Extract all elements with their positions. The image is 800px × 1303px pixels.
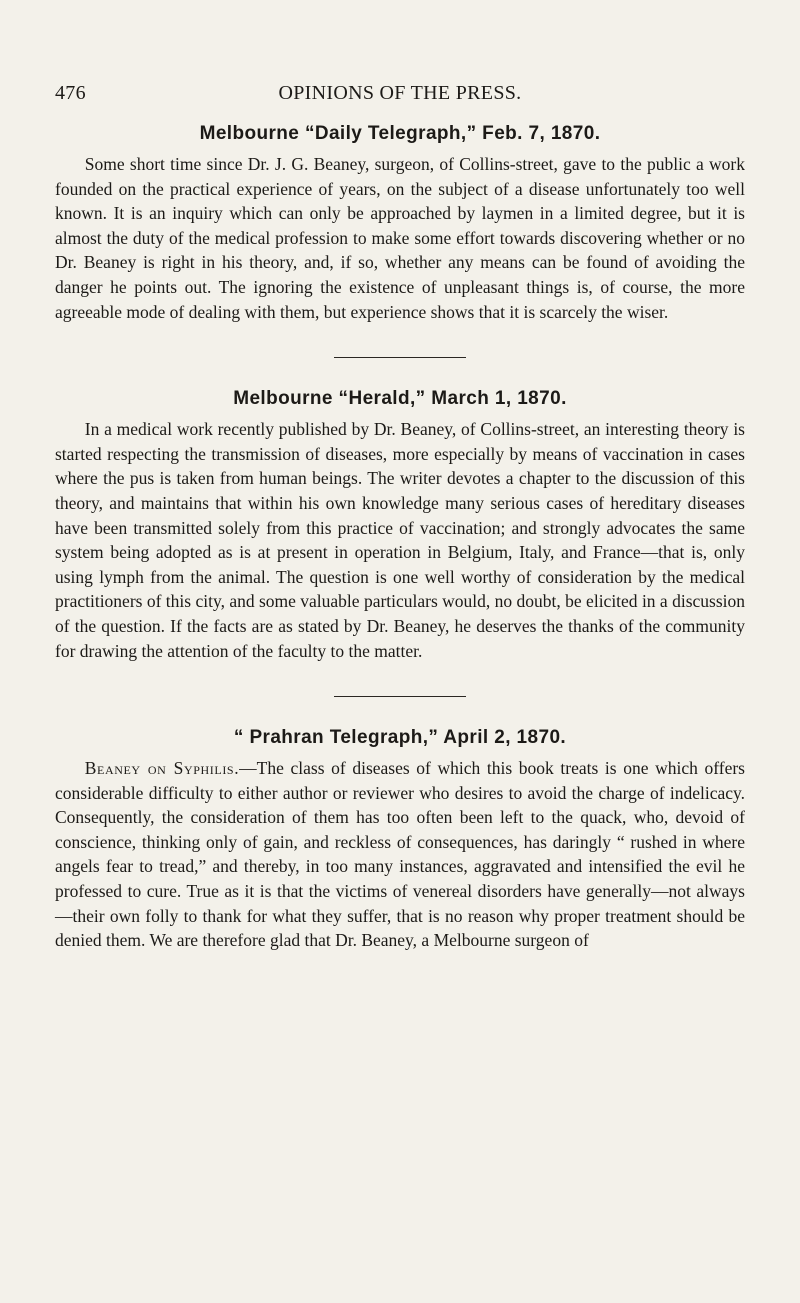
section-body: [55, 756, 745, 953]
section-body-text: —The class of diseases of which this book treats is one which offers considerable difficulty to either author or reviewer who desires to avoid the charge of indelicacy. Consequently, the consideration of them has too often been left to the quack, who, devoid of conscience, thinking only of gain, and reckless of consequences, has daringly “ rushed in where angels fear to tread,” and thereby, in too many instances, aggravated and intensified the evil he professed to cure. True as it is that the victims of venereal disorders have generally—not always—their own folly to thank for what they suffer, that is no reason why proper treatment should be denied them. We are therefore glad that Dr. Beaney, a Melbourne surgeon of: [55, 758, 745, 951]
running-head-title: OPINIONS OF THE PRESS.: [278, 82, 522, 104]
press-notice-prahran-telegraph: [55, 725, 745, 953]
lead-in-title: Beaney on Syphilis.: [84, 758, 240, 779]
section-heading: Melbourne “Daily Telegraph,” Feb. 7, 1870.: [199, 123, 601, 144]
press-notice-herald: [55, 386, 745, 663]
section-heading: “ Prahran Telegraph,” April 2, 1870.: [233, 727, 567, 749]
running-head: [55, 82, 745, 108]
page-content: [55, 121, 745, 953]
section-heading: Melbourne “Herald,” March 1, 1870.: [233, 388, 567, 410]
press-notice-daily-telegraph: [55, 121, 745, 324]
section-body: In a medical work recently published by Dr. Beaney, of Collins-street, an interesting theory is started respecting the transmission of diseases, more especially by means of vaccination in cases where the pus is taken from human beings. The writer devotes a chapter to the discussion of this theory, and maintains that within his own knowledge many serious cases of hereditary diseases have been transmitted solely from this practice of vaccination; and strongly advocates the same system being adopted as is at present in operation in Belgium, Italy, and France—that is, only using lymph from the animal. The question is one well worthy of consideration by the medical practitioners of this city, and some valuable particulars would, no doubt, be elicited in a discussion of the question. If the facts are as stated by Dr. Beaney, he deserves the thanks of the community for drawing the attention of the faculty to the matter.: [55, 419, 745, 661]
section-body: Some short time since Dr. J. G. Beaney, surgeon, of Collins-street, gave to the public a work founded on the practical experience of years, on the subject of a disease unfortunately too well known. It is an inquiry which can only be approached by laymen in a limited degree, but it is almost the duty of the medical profession to make some effort towards discovering whether or no Dr. Beaney is right in his theory, and, if so, whether any means can be found of avoiding the danger he points out. The ignoring the existence of unpleasant things is, of course, the more agreeable mode of dealing with them, but experience shows that it is scarcely the wiser.: [55, 154, 745, 322]
section-divider: [334, 696, 466, 697]
page-number: 476: [55, 82, 86, 104]
section-divider: [334, 357, 466, 358]
